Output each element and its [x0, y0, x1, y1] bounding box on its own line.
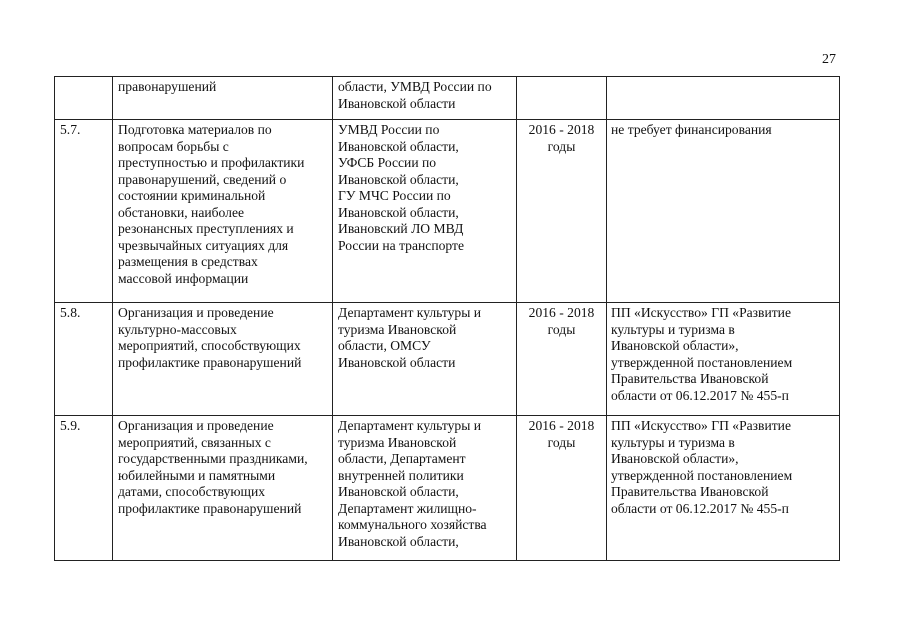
- financing-cell: [607, 77, 840, 120]
- financing-cell: не требует финансирования: [607, 120, 840, 303]
- item-number-cell: [55, 77, 113, 120]
- table-row: [55, 77, 840, 120]
- executors-cell: Департамент культуры и туризма Ивановской области, ОМСУ Ивановской области: [333, 303, 517, 416]
- executors-cell: области, УМВД России по Ивановской области: [333, 77, 517, 120]
- item-number-cell: 5.9.: [55, 416, 113, 561]
- page-number: 27: [822, 52, 836, 67]
- financing-cell: ПП «Искусство» ГП «Развитие культуры и туризма в Ивановской области», утвержденной постановлением Правительства Ивановской области от 06.12.2017 № 455-п: [607, 416, 840, 561]
- period-cell: 2016 - 2018 годы: [517, 416, 607, 561]
- financing-cell: ПП «Искусство» ГП «Развитие культуры и туризма в Ивановской области», утвержденной постановлением Правительства Ивановской области от 06.12.2017 № 455-п: [607, 303, 840, 416]
- activity-cell: Организация и проведение культурно-массовых мероприятий, способствующих профилактике правонарушений: [113, 303, 333, 416]
- table-row: [55, 303, 840, 416]
- period-cell: 2016 - 2018 годы: [517, 303, 607, 416]
- activity-cell: Организация и проведение мероприятий, связанных с государственными праздниками, юбилейными и памятными датами, способствующих профилактике правонарушений: [113, 416, 333, 561]
- period-cell: 2016 - 2018 годы: [517, 120, 607, 303]
- executors-cell: УМВД России по Ивановской области, УФСБ России по Ивановской области, ГУ МЧС России по Ивановской области, Ивановский ЛО МВД России на транспорте: [333, 120, 517, 303]
- table-row: [55, 120, 840, 303]
- item-number-cell: 5.8.: [55, 303, 113, 416]
- period-cell: [517, 77, 607, 120]
- item-number-cell: 5.7.: [55, 120, 113, 303]
- table-row: [55, 416, 840, 561]
- executors-cell: Департамент культуры и туризма Ивановской области, Департамент внутренней политики Ивановской области, Департамент жилищно- коммунального хозяйства Ивановской области,: [333, 416, 517, 561]
- activity-cell: правонарушений: [113, 77, 333, 120]
- activity-cell: Подготовка материалов по вопросам борьбы с преступностью и профилактики правонарушений, сведений о состоянии криминальной обстановки, наиболее резонансных преступлениях и чрезвычайных ситуациях для размещения в средствах массовой информации: [113, 120, 333, 303]
- measures-table: [54, 76, 840, 561]
